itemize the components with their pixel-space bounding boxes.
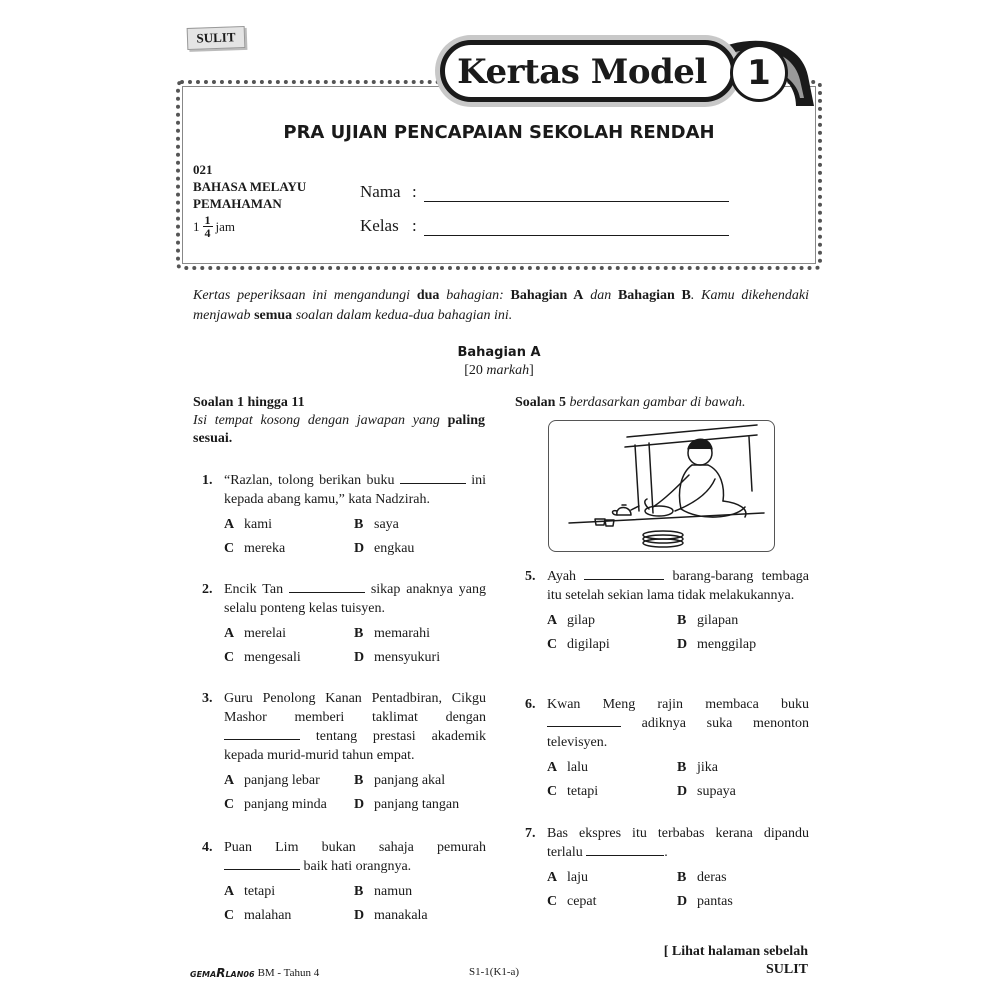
option-4d[interactable]: D manakala (354, 908, 428, 923)
paper-code: 021 (193, 162, 213, 177)
model-title: Kertas Model (457, 52, 707, 92)
instructions-title: Soalan 1 hingga 11 (193, 395, 305, 410)
option-7a[interactable]: A laju (547, 870, 588, 885)
option-3d[interactable]: D panjang tangan (354, 797, 460, 812)
name-label: Nama (360, 182, 401, 201)
answer-blank-2[interactable] (289, 581, 365, 593)
question-1-options (224, 515, 486, 558)
class-input-line[interactable] (424, 218, 729, 236)
option-5c[interactable]: C digilapi (547, 637, 610, 652)
option-1d[interactable]: D engkau (354, 541, 415, 556)
option-6a[interactable]: A lalu (547, 760, 588, 775)
option-2a[interactable]: A merelai (224, 626, 286, 641)
question-1: 1. “Razlan, tolong berikan buku ini kepada abang kamu,” kata Nadzirah. A kami B saya C mereka D engkau (202, 471, 486, 558)
model-number: 1 (730, 44, 788, 102)
option-5b[interactable]: B gilapan (677, 613, 739, 628)
footer-page-code: S1-1(K1-a) (469, 966, 520, 978)
option-1a[interactable]: A kami (224, 517, 272, 532)
duration-unit: jam (215, 218, 235, 234)
option-7b[interactable]: B deras (677, 870, 727, 885)
option-6c[interactable]: C tetapi (547, 784, 599, 799)
answer-blank-7[interactable] (586, 844, 664, 856)
name-input-line[interactable] (424, 184, 729, 202)
option-1c[interactable]: C mereka (224, 541, 286, 556)
answer-blank-1[interactable] (400, 472, 466, 484)
name-colon: : (412, 182, 417, 201)
paper-subject: BAHASA MELAYU (193, 179, 307, 194)
question-4: 4. Puan Lim bukan sahaja pemurah baik hati orangnya. A tetapi B namun C malahan D manakala (202, 838, 486, 925)
paper-info (193, 161, 306, 212)
option-6b[interactable]: B jika (677, 760, 718, 775)
question-7-options (547, 868, 809, 911)
answer-blank-4[interactable] (224, 858, 300, 870)
answer-blank-6[interactable] (547, 715, 621, 727)
class-colon: : (412, 216, 417, 235)
option-7c[interactable]: C cepat (547, 894, 597, 909)
option-4b[interactable]: B namun (354, 884, 413, 899)
footer-sulit: SULIT (765, 962, 808, 977)
question-2-options (224, 624, 486, 667)
option-1b[interactable]: B saya (354, 517, 399, 532)
question-6-options (547, 758, 809, 801)
duration-numerator: 1 (204, 213, 211, 227)
sulit-badge: SULIT (187, 26, 246, 50)
question-5-picture (548, 420, 775, 552)
intro-paragraph: Kertas peperiksaan ini mengandungi dua bahagian: Bahagian A dan Bahagian B. Kamu dikehendaki menjawab semua soalan dalam kedua-dua bahagian ini. (193, 288, 809, 323)
question-6: 6. Kwan Meng rajin membaca buku adiknya suka menonton televisyen. A lalu B jika C tetapi D supaya (525, 695, 809, 801)
class-label: Kelas (360, 216, 399, 235)
name-field-row (360, 182, 729, 202)
answer-blank-3[interactable] (224, 728, 300, 740)
option-6d[interactable]: D supaya (677, 784, 736, 799)
option-5a[interactable]: A gilap (547, 613, 595, 628)
man-polishing-brass-illustration (549, 421, 775, 552)
question-5-options (547, 611, 809, 654)
answer-blank-5[interactable] (584, 568, 664, 580)
picture-instruction: Soalan 5 berdasarkan gambar di bawah. (515, 395, 746, 410)
right-column-instructions (515, 394, 809, 412)
option-7d[interactable]: D pantas (677, 894, 733, 909)
option-3b[interactable]: B panjang akal (354, 773, 446, 788)
next-page-note: [ Lihat halaman sebelah (663, 944, 808, 959)
question-3-options (224, 771, 486, 814)
publisher-logo: GEMARLAN06 (190, 966, 255, 980)
option-2c[interactable]: C mengesali (224, 650, 301, 665)
question-2: 2. Encik Tan sikap anaknya yang selalu ponteng kelas tuisyen. A merelai B memarahi C mengesali D mensyukuri (202, 580, 486, 667)
option-4c[interactable]: C malahan (224, 908, 292, 923)
question-7: 7. Bas ekspres itu terbabas kerana dipandu terlalu . A laju B deras C cepat D pantas (525, 824, 809, 911)
option-3a[interactable]: A panjang lebar (224, 773, 320, 788)
question-4-options (224, 882, 486, 925)
class-field-row (360, 216, 729, 236)
question-5: 5. Ayah barang-barang tembaga itu setelah sekian lama tidak melakukannya. A gilap B gilapan C digilapi D menggilap (525, 567, 809, 654)
option-2b[interactable]: B memarahi (354, 626, 430, 641)
duration-denominator: 4 (204, 226, 211, 240)
left-column-instructions (193, 394, 485, 448)
duration-whole: 1 (193, 218, 200, 234)
question-3: 3. Guru Penolong Kanan Pentadbiran, Cikgu Mashor memberi taklimat dengan tentang prestasi akademik kepada murid-murid tahun empat. A panjang lebar B panjang akal C panjang minda D panjang tangan (202, 689, 486, 814)
option-3c[interactable]: C panjang minda (224, 797, 327, 812)
option-4a[interactable]: A tetapi (224, 884, 276, 899)
option-5d[interactable]: D menggilap (677, 637, 757, 652)
duration-fraction (203, 214, 213, 239)
section-title: Bahagian A (457, 345, 541, 360)
option-2d[interactable]: D mensyukuri (354, 650, 441, 665)
footer-brand (190, 966, 319, 980)
paper-duration (193, 214, 235, 239)
section-marks: [20 markah] (464, 363, 534, 378)
paper-type: PEMAHAMAN (193, 196, 282, 211)
footer-subject: BM - Tahun 4 (257, 967, 320, 979)
exam-title: PRA UJIAN PENCAPAIAN SEKOLAH RENDAH (283, 122, 715, 143)
instructions-text: Isi tempat kosong dengan jawapan yang paling sesuai. (193, 413, 485, 446)
